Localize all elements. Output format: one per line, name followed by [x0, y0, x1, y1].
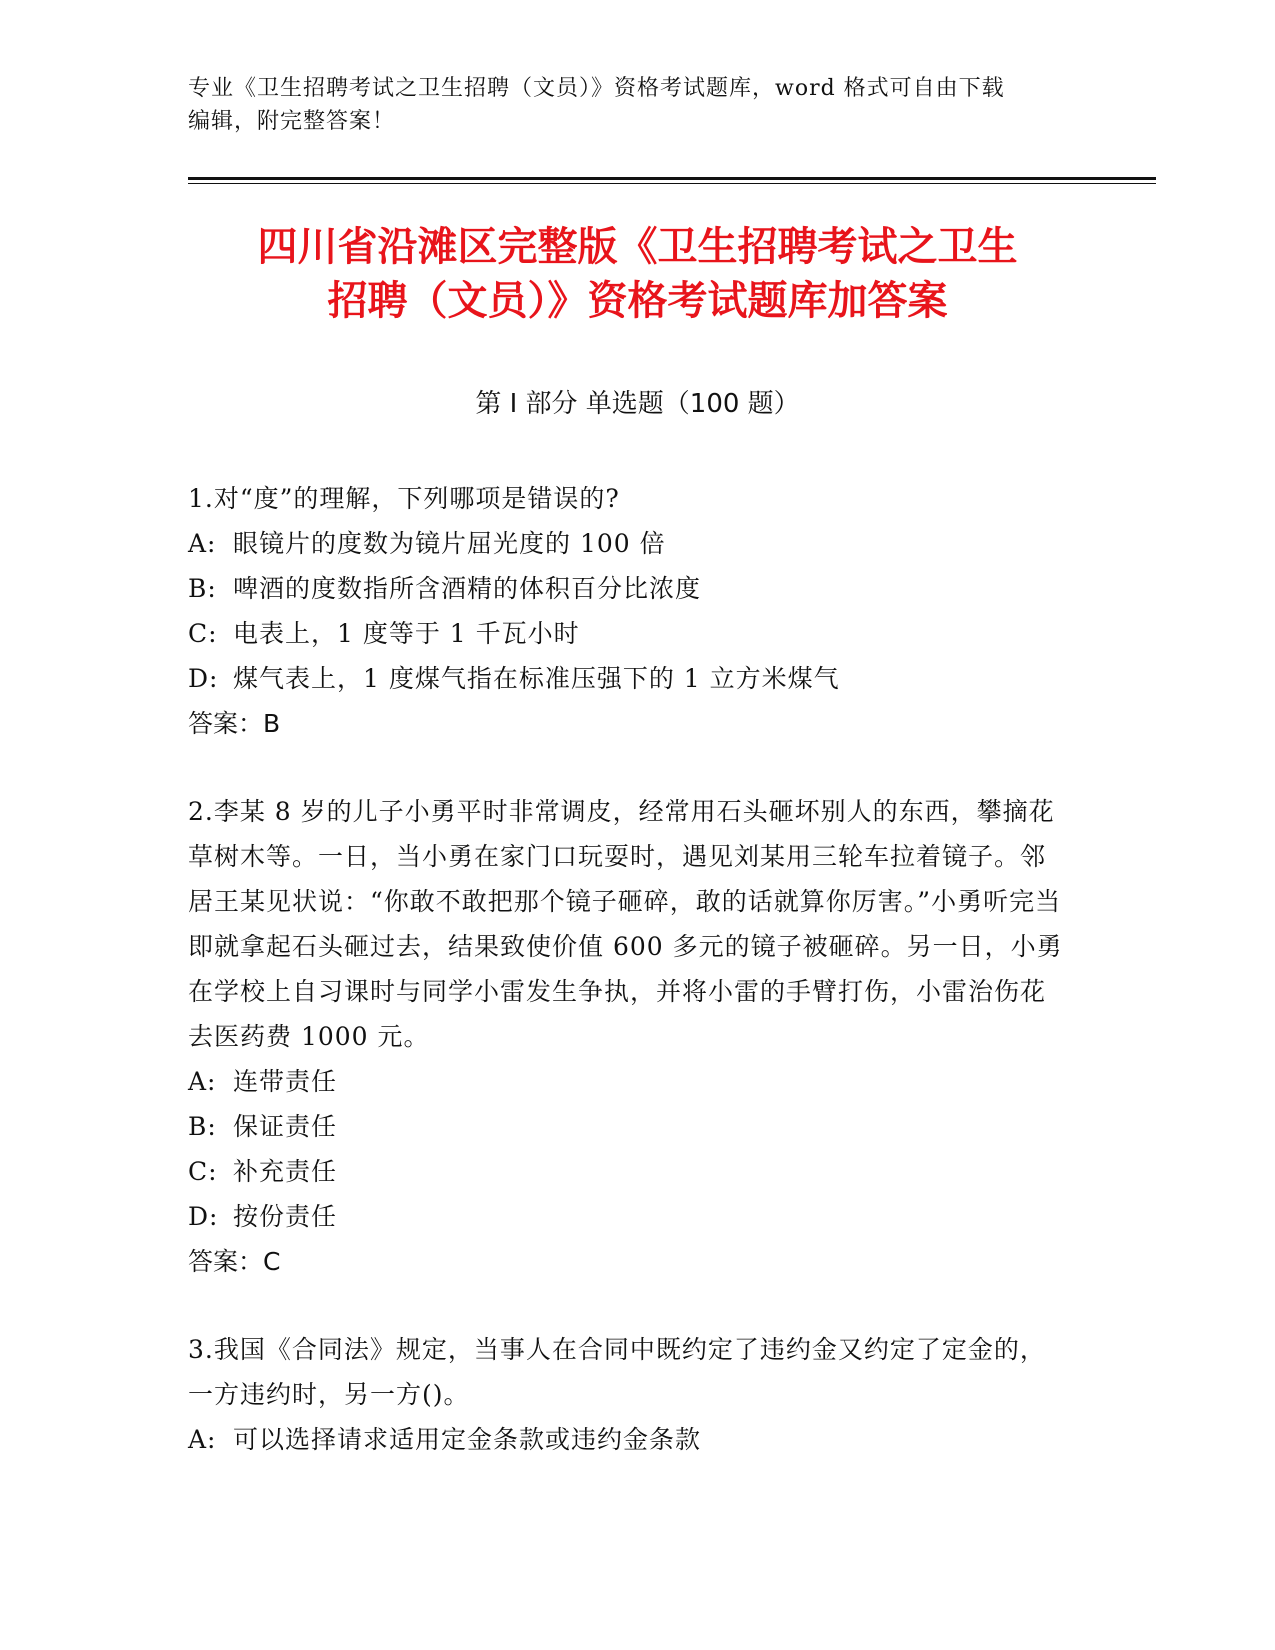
- option-key: D:: [188, 1202, 219, 1231]
- header-divider-thin: [188, 183, 1156, 184]
- question-stem: 1.对“度”的理解，下列哪项是错误的?: [188, 484, 620, 513]
- option-a: [188, 1059, 1068, 1104]
- section-heading: 第 I 部分 单选题（100 题）: [475, 389, 800, 419]
- option-text: 眼镜片的度数为镜片屈光度的 100 倍: [233, 529, 666, 558]
- option-key: A:: [188, 529, 217, 558]
- option-c: [188, 611, 1068, 656]
- option-key: B:: [188, 1112, 217, 1141]
- option-text: 可以选择请求适用定金条款或违约金条款: [233, 1425, 702, 1454]
- option-text: 补充责任: [233, 1157, 338, 1186]
- option-key: D:: [188, 664, 219, 693]
- option-b: [188, 566, 1068, 611]
- answer-line: [188, 701, 1068, 746]
- question-stem: 3.我国《合同法》规定，当事人在合同中既约定了违约金又约定了定金的，一方违约时，另一方()。: [188, 1335, 1046, 1409]
- answer-value: C: [263, 1247, 281, 1276]
- answer-value: B: [263, 709, 281, 738]
- option-text: 保证责任: [233, 1112, 338, 1141]
- question-1: [188, 476, 1068, 746]
- option-d: [188, 1194, 1068, 1239]
- header-note-line-2: 编辑，附完整答案！: [188, 109, 396, 134]
- option-key: C:: [188, 619, 218, 648]
- option-key: A:: [188, 1425, 217, 1454]
- option-a: [188, 1417, 1068, 1462]
- option-text: 按份责任: [233, 1202, 338, 1231]
- document-title-line-1: 四川省沿滩区完整版《卫生招聘考试之卫生: [257, 224, 1018, 270]
- header-note: [188, 72, 1088, 138]
- answer-line: [188, 1239, 1068, 1284]
- option-key: B:: [188, 574, 217, 603]
- question-3: [188, 1327, 1068, 1462]
- question-list: [188, 476, 1068, 1505]
- option-text: 电表上，1 度等于 1 千瓦小时: [233, 619, 580, 648]
- header-note-line-1: 专业《卫生招聘考试之卫生招聘（文员）》资格考试题库，word 格式可自由下载: [188, 76, 1005, 101]
- document-title-line-2: 招聘（文员）》资格考试题库加答案: [327, 278, 948, 324]
- option-key: A:: [188, 1067, 217, 1096]
- question-stem: 2.李某 8 岁的儿子小勇平时非常调皮，经常用石头砸坏别人的东西，攀摘花草树木等。一日，当小勇在家门口玩耍时，遇见刘某用三轮车拉着镜子。邻居王某见状说：“你敢不敢把那个镜子砸碎，敢的话就算你厉害。”小勇听完当即就拿起石头砸过去，结果致使价值 600 多元的镜子被砸碎。另一日，小勇在学校上自习课时与同学小雷发生争执，并将小雷的手臂打伤，小雷治伤花去医药费 1000 元。: [188, 797, 1063, 1051]
- option-d: [188, 656, 1068, 701]
- question-2: [188, 789, 1068, 1284]
- answer-label: 答案：: [188, 709, 264, 738]
- option-b: [188, 1104, 1068, 1149]
- option-key: C:: [188, 1157, 218, 1186]
- option-text: 煤气表上，1 度煤气指在标准压强下的 1 立方米煤气: [233, 664, 840, 693]
- option-text: 啤酒的度数指所含酒精的体积百分比浓度: [233, 574, 702, 603]
- option-c: [188, 1149, 1068, 1194]
- option-text: 连带责任: [233, 1067, 338, 1096]
- option-a: [188, 521, 1068, 566]
- header-divider-thick: [188, 177, 1156, 180]
- document-title: [150, 220, 1125, 328]
- answer-label: 答案：: [188, 1247, 264, 1276]
